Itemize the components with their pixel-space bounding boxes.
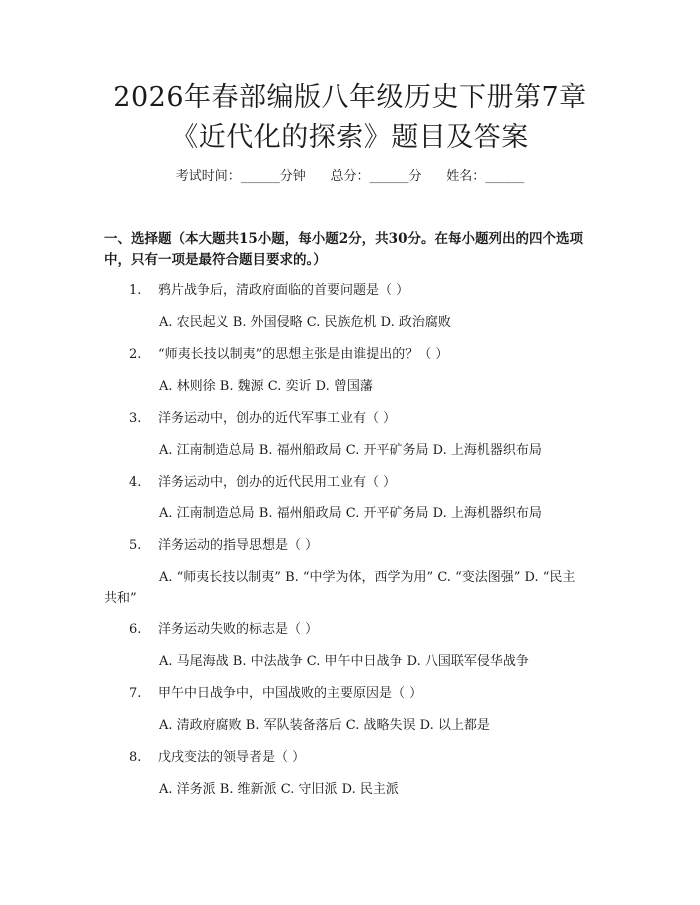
question-stem [129, 346, 448, 364]
document-title: 2026年春部编版八年级历史下册第7章《近代化的探索》题目及答案 [113, 82, 587, 153]
question-stem [129, 685, 422, 703]
question-number: 4. [129, 475, 142, 490]
question-options: A. 林则徐 B. 魏源 C. 奕䜣 D. 曾国藩 [159, 379, 373, 394]
question-stem [129, 410, 396, 428]
question-text: 洋务运动的指导思想是（ ） [158, 538, 319, 553]
question-number: 8. [129, 750, 142, 765]
question-number: 7. [129, 686, 142, 701]
question-number: 2. [129, 347, 142, 362]
question-number: 1. [129, 283, 142, 298]
question-stem [129, 621, 318, 639]
exam-info-line: 考试时间：______分钟 总分：______分 姓名：______ [175, 169, 525, 184]
question-stem [129, 749, 305, 767]
question-stem [129, 474, 396, 492]
question-options: A. 马尾海战 B. 中法战争 C. 甲午中日战争 D. 八国联军侵华战争 [159, 654, 529, 669]
question-number: 5. [129, 538, 142, 553]
question-options: A. 洋务派 B. 维新派 C. 守旧派 D. 民主派 [159, 782, 399, 797]
question-text: 甲午中日战争中，中国战败的主要原因是（ ） [158, 686, 423, 701]
question-text: 戊戌变法的领导者是（ ） [158, 750, 306, 765]
question-options: A. 清政府腐败 B. 军队装备落后 C. 战略失误 D. 以上都是 [159, 718, 490, 733]
question-text: 鸦片战争后，清政府面临的首要问题是（ ） [158, 283, 410, 298]
question-text: 洋务运动中，创办的近代民用工业有（ ） [158, 475, 397, 490]
question-number: 6. [129, 622, 142, 637]
question-stem [129, 537, 318, 555]
question-options: A. 江南制造总局 B. 福州船政局 C. 开平矿务局 D. 上海机器织布局 [159, 506, 542, 521]
question-text: 洋务运动失败的标志是（ ） [158, 622, 319, 637]
question-number: 3. [129, 411, 142, 426]
question-text: 洋务运动中，创办的近代军事工业有（ ） [158, 411, 397, 426]
question-stem [129, 282, 409, 300]
question-options: A. “师夷长技以制夷” B. “中学为体，西学为用” C. “变法图强” D. “民主共和” [104, 570, 576, 606]
question-text: “师夷长技以制夷”的思想主张是由谁提出的？（ ） [158, 347, 449, 362]
section-heading: 一、选择题（本大题共15小题，每小题2分，共30分。在每小题列出的四个选项中，只有一项是最符合题目要求的。） [104, 231, 583, 268]
question-options: A. 农民起义 B. 外国侵略 C. 民族危机 D. 政治腐败 [159, 315, 451, 330]
question-options: A. 江南制造总局 B. 福州船政局 C. 开平矿务局 D. 上海机器织布局 [159, 443, 542, 458]
